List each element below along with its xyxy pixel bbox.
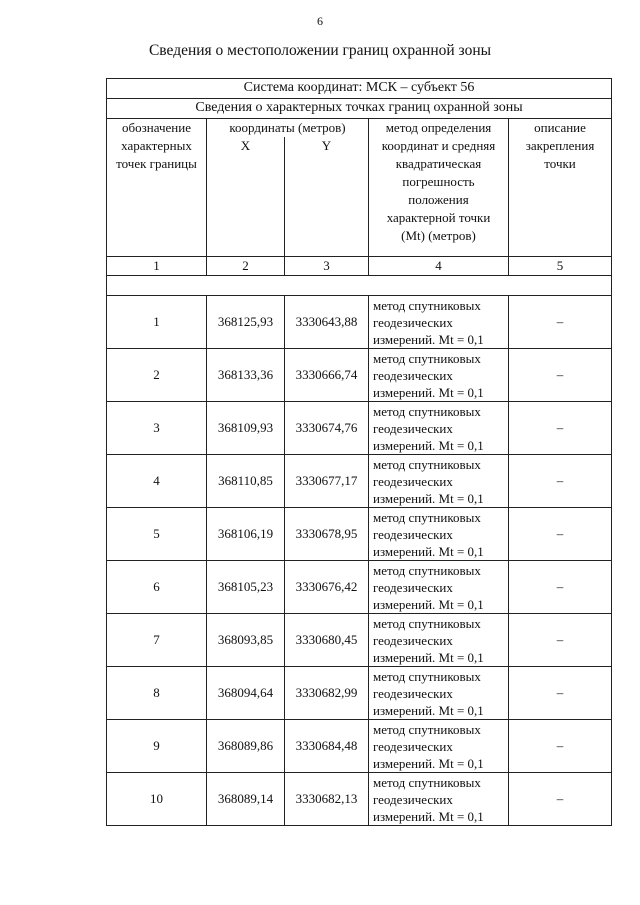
column-number-2: 2 [207,257,285,276]
point-number: 6 [107,561,207,614]
header-method [369,119,509,257]
spacer-row [107,276,612,296]
point-number: 8 [107,667,207,720]
spacer-cell [107,276,612,296]
method-cell: метод спутниковых геодезических измерений. Mt = 0,1 [369,720,509,773]
coord-y: 3330684,48 [285,720,369,773]
coordinate-system-cell: Система координат: МСК – субъект 56 [107,79,612,99]
description-cell: – [509,455,612,508]
coord-x: 368094,64 [207,667,285,720]
column-number-3: 3 [285,257,369,276]
point-number: 1 [107,296,207,349]
header-method-label: метод определения координат и средняя квадратическая погрешность положения характерной точки (Mt) (метров) [381,120,496,243]
header-description-label: описание закрепления точки [525,120,595,171]
point-number: 7 [107,614,207,667]
description-cell: – [509,349,612,402]
table-row [107,508,612,561]
header-coordinates: координаты (метров) [207,119,369,138]
column-number-5: 5 [509,257,612,276]
coord-x: 368125,93 [207,296,285,349]
description-cell: – [509,296,612,349]
method-cell: метод спутниковых геодезических измерений. Mt = 0,1 [369,667,509,720]
coord-x: 368093,85 [207,614,285,667]
boundary-points-table [106,78,612,826]
description-cell: – [509,508,612,561]
point-number: 5 [107,508,207,561]
page-title: Сведения о местоположении границ охранной зоны [148,42,492,59]
method-cell: метод спутниковых геодезических измерений. Mt = 0,1 [369,455,509,508]
coord-y: 3330666,74 [285,349,369,402]
column-number-1: 1 [107,257,207,276]
description-cell: – [509,614,612,667]
description-cell: – [509,773,612,826]
table-row [107,349,612,402]
coord-y: 3330680,45 [285,614,369,667]
header-x: X [207,137,285,257]
coordinate-system-row [107,79,612,99]
table-row [107,614,612,667]
table-row [107,455,612,508]
column-numbers-row [107,257,612,276]
coord-y: 3330682,99 [285,667,369,720]
description-cell: – [509,667,612,720]
point-number: 3 [107,402,207,455]
page-number: 6 [317,14,323,28]
coord-x: 368105,23 [207,561,285,614]
method-cell: метод спутниковых геодезических измерений. Mt = 0,1 [369,402,509,455]
coord-x: 368133,36 [207,349,285,402]
coord-x: 368109,93 [207,402,285,455]
method-cell: метод спутниковых геодезических измерений. Mt = 0,1 [369,773,509,826]
header-designation-label: обозначение характерных точек границы [116,120,197,171]
coord-y: 3330678,95 [285,508,369,561]
header-row [107,119,612,138]
point-number: 4 [107,455,207,508]
column-number-4: 4 [369,257,509,276]
method-cell: метод спутниковых геодезических измерений. Mt = 0,1 [369,349,509,402]
coord-x: 368110,85 [207,455,285,508]
table-row [107,296,612,349]
header-description [509,119,612,257]
coord-y: 3330677,17 [285,455,369,508]
coord-y: 3330674,76 [285,402,369,455]
method-cell: метод спутниковых геодезических измерений. Mt = 0,1 [369,561,509,614]
description-cell: – [509,561,612,614]
description-cell: – [509,720,612,773]
coord-y: 3330643,88 [285,296,369,349]
table-row [107,402,612,455]
point-number: 10 [107,773,207,826]
coord-x: 368089,86 [207,720,285,773]
points-info-cell: Сведения о характерных точках границ охранной зоны [107,99,612,119]
method-cell: метод спутниковых геодезических измерений. Mt = 0,1 [369,614,509,667]
coord-y: 3330682,13 [285,773,369,826]
header-designation [107,119,207,257]
coord-x: 368106,19 [207,508,285,561]
table-row [107,720,612,773]
header-y: Y [285,137,369,257]
table-row [107,667,612,720]
coord-y: 3330676,42 [285,561,369,614]
method-cell: метод спутниковых геодезических измерений. Mt = 0,1 [369,508,509,561]
description-cell: – [509,402,612,455]
point-number: 2 [107,349,207,402]
method-cell: метод спутниковых геодезических измерений. Mt = 0,1 [369,296,509,349]
table-row [107,561,612,614]
table-row [107,773,612,826]
point-number: 9 [107,720,207,773]
points-info-row [107,99,612,119]
coord-x: 368089,14 [207,773,285,826]
